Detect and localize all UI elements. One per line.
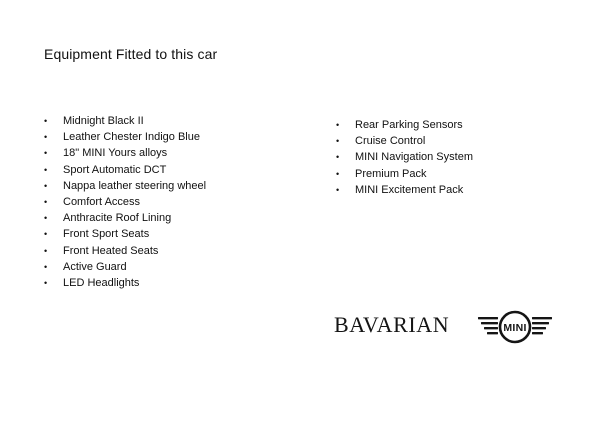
list-item-label: Rear Parking Sensors	[355, 119, 463, 131]
list-item-label: Leather Chester Indigo Blue	[63, 131, 200, 144]
bullet-icon: •	[44, 229, 48, 240]
list-item	[44, 259, 206, 275]
list-item	[336, 182, 473, 198]
list-item-label: Anthracite Roof Lining	[63, 212, 172, 225]
list-item	[44, 178, 206, 194]
bullet-icon: •	[44, 245, 48, 256]
list-item-label: Cruise Control	[355, 135, 426, 148]
bullet-icon: •	[44, 261, 48, 272]
list-item	[336, 117, 473, 133]
list-item	[44, 129, 206, 145]
list-item	[336, 133, 473, 149]
bullet-icon: •	[336, 136, 340, 147]
bullet-icon: •	[44, 148, 48, 159]
list-item-label: Front Heated Seats	[63, 244, 159, 257]
bullet-icon: •	[44, 213, 48, 224]
dealer-wordmark: BAVARIAN	[334, 312, 450, 337]
equipment-list-right	[336, 117, 473, 198]
list-item	[44, 113, 206, 129]
list-item	[44, 210, 206, 226]
list-item-label: MINI Excitement Pack	[355, 183, 464, 196]
list-item	[44, 145, 206, 161]
page-title: Equipment Fitted to this car	[44, 46, 218, 62]
list-item-label: Premium Pack	[355, 167, 427, 180]
list-item-label: MINI Navigation System	[355, 151, 473, 164]
bullet-icon: •	[44, 180, 48, 191]
list-item	[44, 226, 206, 242]
bullet-icon: •	[44, 132, 48, 143]
bullet-icon: •	[336, 152, 340, 163]
bullet-icon: •	[336, 184, 340, 195]
list-item	[44, 194, 206, 210]
list-item-label: Active Guard	[63, 260, 127, 273]
list-item	[336, 166, 473, 182]
equipment-list-left	[44, 113, 206, 291]
logo-text: MINI	[503, 322, 527, 334]
list-item-label: Comfort Access	[63, 196, 141, 209]
bullet-icon: •	[44, 197, 48, 208]
bullet-icon: •	[336, 168, 340, 179]
list-item-label: LED Headlights	[63, 277, 140, 290]
list-item	[44, 275, 206, 291]
list-item	[336, 149, 473, 165]
list-item	[44, 162, 206, 178]
list-item-label: 18" MINI Yours alloys	[63, 147, 168, 160]
logo-left-wing	[478, 317, 498, 334]
bullet-icon: •	[44, 278, 48, 289]
list-item-label: Front Sport Seats	[63, 228, 150, 241]
list-item-label: Midnight Black II	[63, 115, 144, 127]
list-item	[44, 243, 206, 259]
mini-winged-logo-icon	[477, 310, 553, 344]
bullet-icon: •	[44, 164, 48, 175]
list-item-label: Nappa leather steering wheel	[63, 179, 207, 192]
bullet-icon: •	[336, 120, 340, 130]
list-item-label: Sport Automatic DCT	[63, 163, 167, 176]
logo-right-wing	[532, 317, 552, 334]
bullet-icon: •	[44, 116, 48, 126]
